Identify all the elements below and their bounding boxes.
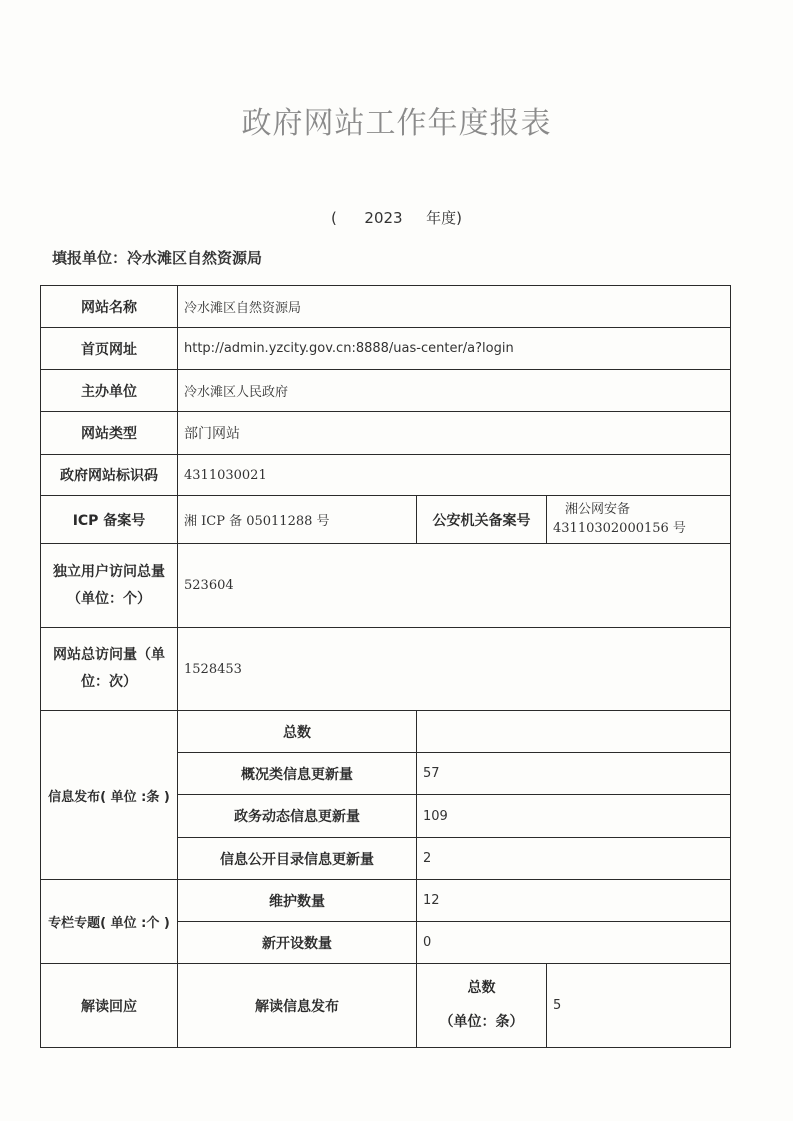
- row-total-visits: [41, 628, 731, 711]
- row-unique-visitors: [41, 544, 731, 628]
- row-icp: [41, 496, 731, 544]
- site-name-label: 网站名称: [41, 286, 178, 328]
- site-type-value: 部门网站: [178, 412, 731, 455]
- info-overview-label: 概况类信息更新量: [178, 753, 417, 795]
- sponsor-value: 冷水滩区人民政府: [178, 370, 731, 412]
- row-interpretation: [41, 964, 731, 1048]
- reporting-unit: 填报单位：冷水滩区自然资源局: [52, 249, 263, 267]
- report-table: [40, 285, 731, 1048]
- info-total-value: [417, 711, 731, 753]
- columns-new-label: 新开设数量: [178, 922, 417, 964]
- icp-value: 湘 ICP 备 05011288 号: [178, 496, 417, 544]
- police-value-line2: 43110302000156 号: [553, 520, 686, 536]
- interpretation-sub-label: 解读信息发布: [178, 964, 417, 1048]
- police-label: 公安机关备案号: [417, 496, 547, 544]
- columns-maintained-label: 维护数量: [178, 880, 417, 922]
- year-suffix: 年度): [426, 209, 463, 227]
- unique-visitors-label: [41, 544, 178, 628]
- interpretation-label: 解读回应: [41, 964, 178, 1048]
- report-year: [0, 207, 793, 228]
- icp-label: ICP 备案号: [41, 496, 178, 544]
- homepage-label: 首页网址: [41, 328, 178, 370]
- interpretation-total-label: [417, 964, 547, 1048]
- info-overview-value: 57: [417, 753, 731, 795]
- sponsor-label: 主办单位: [41, 370, 178, 412]
- columns-label: 专栏专题( 单位 :个 ): [41, 880, 178, 964]
- gov-id-value: 4311030021: [178, 455, 731, 496]
- site-type-label: 网站类型: [41, 412, 178, 455]
- row-site-type: [41, 412, 731, 455]
- info-publish-label: 信息发布( 单位 :条 ): [41, 711, 178, 880]
- police-value-line1: 湘公网安备: [565, 502, 631, 518]
- report-title: 政府网站工作年度报表: [241, 106, 552, 141]
- info-news-value: 109: [417, 795, 731, 838]
- interpretation-value: 5: [547, 964, 731, 1048]
- interpretation-total-line2: （单位：条）: [439, 1013, 524, 1030]
- info-catalog-label: 信息公开目录信息更新量: [178, 838, 417, 880]
- row-columns-maintained: [41, 880, 731, 922]
- site-name-value: 冷水滩区自然资源局: [178, 286, 731, 328]
- info-total-label: 总数: [178, 711, 417, 753]
- columns-new-value: 0: [417, 922, 731, 964]
- police-value: [547, 496, 731, 544]
- total-visits-value: 1528453: [178, 628, 731, 711]
- year-value: 2023: [364, 209, 403, 227]
- interpretation-total-line1: 总数: [467, 979, 496, 996]
- row-site-name: [41, 286, 731, 328]
- total-visits-label: [41, 628, 178, 711]
- unique-visitors-value: 523604: [178, 544, 731, 628]
- info-catalog-value: 2: [417, 838, 731, 880]
- row-sponsor: [41, 370, 731, 412]
- total-visits-label-line1: 网站总访问量（单: [53, 647, 165, 664]
- year-open-paren: (: [330, 209, 337, 227]
- columns-maintained-value: 12: [417, 880, 731, 922]
- unique-visitors-label-line1: 独立用户访问总量: [53, 563, 165, 580]
- total-visits-label-line2: 位：次）: [81, 674, 137, 690]
- homepage-value: http://admin.yzcity.gov.cn:8888/uas-center/a?login: [178, 328, 731, 370]
- info-news-label: 政务动态信息更新量: [178, 795, 417, 838]
- row-gov-id: [41, 455, 731, 496]
- gov-id-label: 政府网站标识码: [41, 455, 178, 496]
- row-homepage: [41, 328, 731, 370]
- row-info-total: [41, 711, 731, 753]
- unique-visitors-label-line2: （单位：个）: [67, 590, 151, 607]
